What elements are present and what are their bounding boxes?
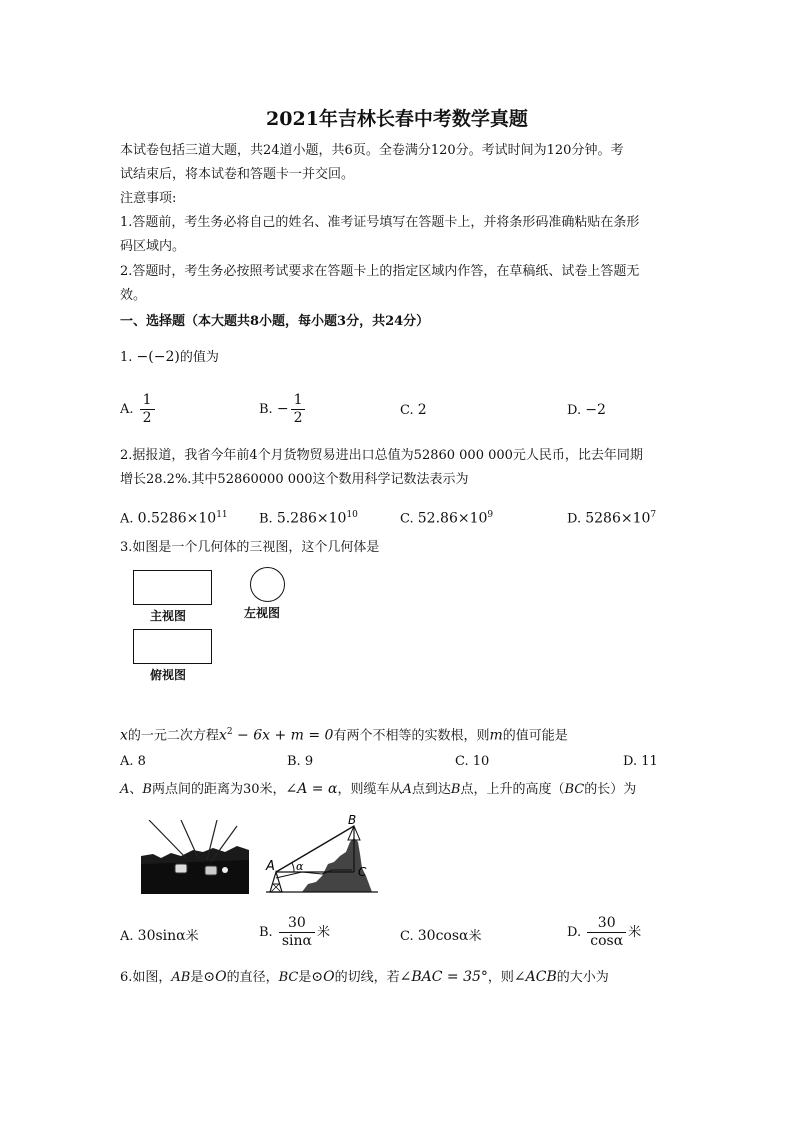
numerator: 1 <box>291 392 306 410</box>
cable-car-photo <box>141 820 249 894</box>
notice-1-line-1: 1.答题前，考生务必将自己的姓名、准考证号填写在答题卡上，并将条形码准确粘贴在条形 <box>120 215 640 230</box>
q4-option-b[interactable] <box>287 752 313 772</box>
text: ，则缆车从 <box>337 782 403 797</box>
label-c: C <box>358 865 367 879</box>
variable-m: m <box>489 727 503 744</box>
text: 的切线，若 <box>334 970 400 985</box>
front-view-rectangle <box>133 570 212 605</box>
option-label: C. <box>400 511 414 527</box>
label-alpha: α <box>296 860 304 873</box>
q5-option-a[interactable] <box>120 926 199 947</box>
q4-option-a[interactable] <box>120 752 146 772</box>
equation: − 6x + m = 0 <box>232 727 334 744</box>
text: 的大小为 <box>556 970 609 985</box>
variable-x: x <box>120 727 128 744</box>
q4-option-c[interactable] <box>455 752 489 772</box>
q1-text: 的值为 <box>179 350 219 365</box>
text: 的直径， <box>226 970 279 985</box>
angle-acb: ∠ACB <box>513 969 557 985</box>
fraction <box>279 915 315 950</box>
fraction <box>587 915 626 950</box>
exponent: 9 <box>487 510 494 520</box>
q1-option-b[interactable] <box>259 392 307 427</box>
option-value: 10 <box>472 754 490 769</box>
page-title: 2021年吉林长春中考数学真题 <box>266 108 528 130</box>
option-label: C. <box>400 403 414 418</box>
text: 6.如图， <box>120 970 172 985</box>
option-value: 30cosα <box>417 928 469 944</box>
option-label: A. <box>120 754 134 769</box>
exponent: 10 <box>346 510 358 520</box>
segment-bc: BC <box>564 782 585 797</box>
front-view-label: 主视图 <box>150 609 187 623</box>
intro-line-1: 本试卷包括三道大题，共24道小题，共6页。全卷满分120分。考试时间为120分钟。考 <box>120 143 624 158</box>
top-view-label: 俯视图 <box>150 668 187 682</box>
option-value: 5.286×10 <box>276 510 347 527</box>
q1-option-c[interactable] <box>400 400 427 421</box>
q3-text: 3.如图是一个几何体的三视图，这个几何体是 <box>120 540 380 555</box>
text: 点到达 <box>411 782 451 797</box>
intro-line-2: 试结束后，将本试卷和答题卡一并交回。 <box>120 167 355 182</box>
option-label: C. <box>455 754 469 769</box>
option-value: −2 <box>585 402 606 418</box>
left-view-label: 左视图 <box>244 606 281 620</box>
text: 是 <box>190 970 204 985</box>
unit: 米 <box>185 929 199 944</box>
q5-option-d[interactable] <box>567 915 641 950</box>
option-label: D. <box>567 403 582 418</box>
q5-option-b[interactable] <box>259 915 330 950</box>
label-a: A <box>266 859 275 874</box>
point-b: B <box>450 782 461 797</box>
text: 的一元二次方程 <box>127 728 219 744</box>
fraction <box>140 392 155 427</box>
q5-option-c[interactable] <box>400 926 482 947</box>
equation: x <box>218 727 227 744</box>
unit: 米 <box>468 929 482 944</box>
fraction <box>291 392 306 427</box>
q4-text <box>120 722 680 746</box>
option-value: 0.5286×10 <box>137 510 217 527</box>
q2-line-1: 2.据报道，我省今年前4个月货物贸易进出口总值为52860 000 000元人民币，比去年同期 <box>120 448 643 463</box>
segment-bc: BC <box>278 970 299 985</box>
point-a: A <box>120 782 130 797</box>
option-value: 5286×10 <box>585 510 651 527</box>
unit: 米 <box>628 925 642 940</box>
numerator: 30 <box>587 915 626 933</box>
top-view-rectangle <box>133 629 212 664</box>
q2-line-2: 增长28.2%.其中52860000 000这个数用科学记数法表示为 <box>120 472 469 487</box>
text: 的值可能是 <box>502 728 568 744</box>
option-label: A. <box>120 402 134 417</box>
q2-option-a[interactable] <box>120 505 228 529</box>
q2-option-b[interactable] <box>259 505 358 529</box>
option-label: B. <box>259 511 273 527</box>
option-value: 2 <box>417 402 427 418</box>
text: 、 <box>129 782 143 797</box>
numerator: 30 <box>279 915 315 933</box>
label-b: B <box>348 813 357 827</box>
q5-text <box>120 779 680 800</box>
denominator: sinα <box>281 933 312 949</box>
circle-o: ⊙O <box>203 969 227 985</box>
segment-ab: AB <box>171 970 191 985</box>
text: 点，上升的高度（ <box>460 782 565 797</box>
option-value: 11 <box>641 754 658 769</box>
q1-expression: −(−2) <box>136 349 180 365</box>
text: 两点间的距离为30米， <box>151 782 286 797</box>
exponent: 7 <box>650 510 657 520</box>
angle-expression: ∠A = α <box>285 781 338 797</box>
numerator: 1 <box>140 392 155 410</box>
option-label: D. <box>623 754 638 769</box>
option-value: 30sinα <box>137 928 186 944</box>
notice-2-line-2: 效。 <box>120 288 147 303</box>
angle-bac: ∠BAC = 35° <box>399 969 488 985</box>
q2-option-d[interactable] <box>567 505 656 529</box>
text: ，则 <box>487 970 514 985</box>
option-label: A. <box>120 511 134 527</box>
exponent: 2 <box>226 727 233 737</box>
circle-o: ⊙O <box>311 969 335 985</box>
q6-text <box>120 967 680 988</box>
q1-option-d[interactable] <box>567 400 606 421</box>
option-label: B. <box>259 925 273 940</box>
denominator: cosα <box>590 933 624 949</box>
notice-1-line-2: 码区域内。 <box>120 239 186 254</box>
denominator: 2 <box>293 410 303 426</box>
section-1-heading: 一、选择题（本大题共8小题，每小题3分，共24分） <box>120 314 430 329</box>
point-b: B <box>142 782 152 797</box>
text: 的长）为 <box>584 782 637 797</box>
cable-car-diagram <box>262 812 382 896</box>
denominator: 2 <box>142 410 152 426</box>
q1-option-a[interactable] <box>120 392 157 427</box>
option-label: B. <box>287 754 301 769</box>
option-value: 9 <box>304 754 314 769</box>
point-a: A <box>402 782 412 797</box>
left-view-circle <box>250 567 285 602</box>
option-label: A. <box>120 929 134 944</box>
text: 有两个不相等的实数根，则 <box>333 728 490 744</box>
minus-sign: − <box>276 401 289 417</box>
q1-number: 1. <box>120 350 133 365</box>
exponent: 11 <box>216 510 228 520</box>
option-label: B. <box>259 402 273 417</box>
question-1 <box>120 347 680 368</box>
option-label: C. <box>400 929 414 944</box>
unit: 米 <box>316 925 330 940</box>
option-label: D. <box>567 925 582 940</box>
option-label: D. <box>567 511 582 527</box>
text: 是 <box>298 970 312 985</box>
option-value: 8 <box>137 754 146 769</box>
option-value: 52.86×10 <box>417 510 488 527</box>
q2-option-c[interactable] <box>400 505 493 529</box>
notice-2-line-1: 2.答题时，考生务必按照考试要求在答题卡上的指定区域内作答，在草稿纸、试卷上答题无 <box>120 264 640 279</box>
notice-heading: 注意事项: <box>120 191 177 206</box>
q4-option-d[interactable] <box>623 752 658 772</box>
